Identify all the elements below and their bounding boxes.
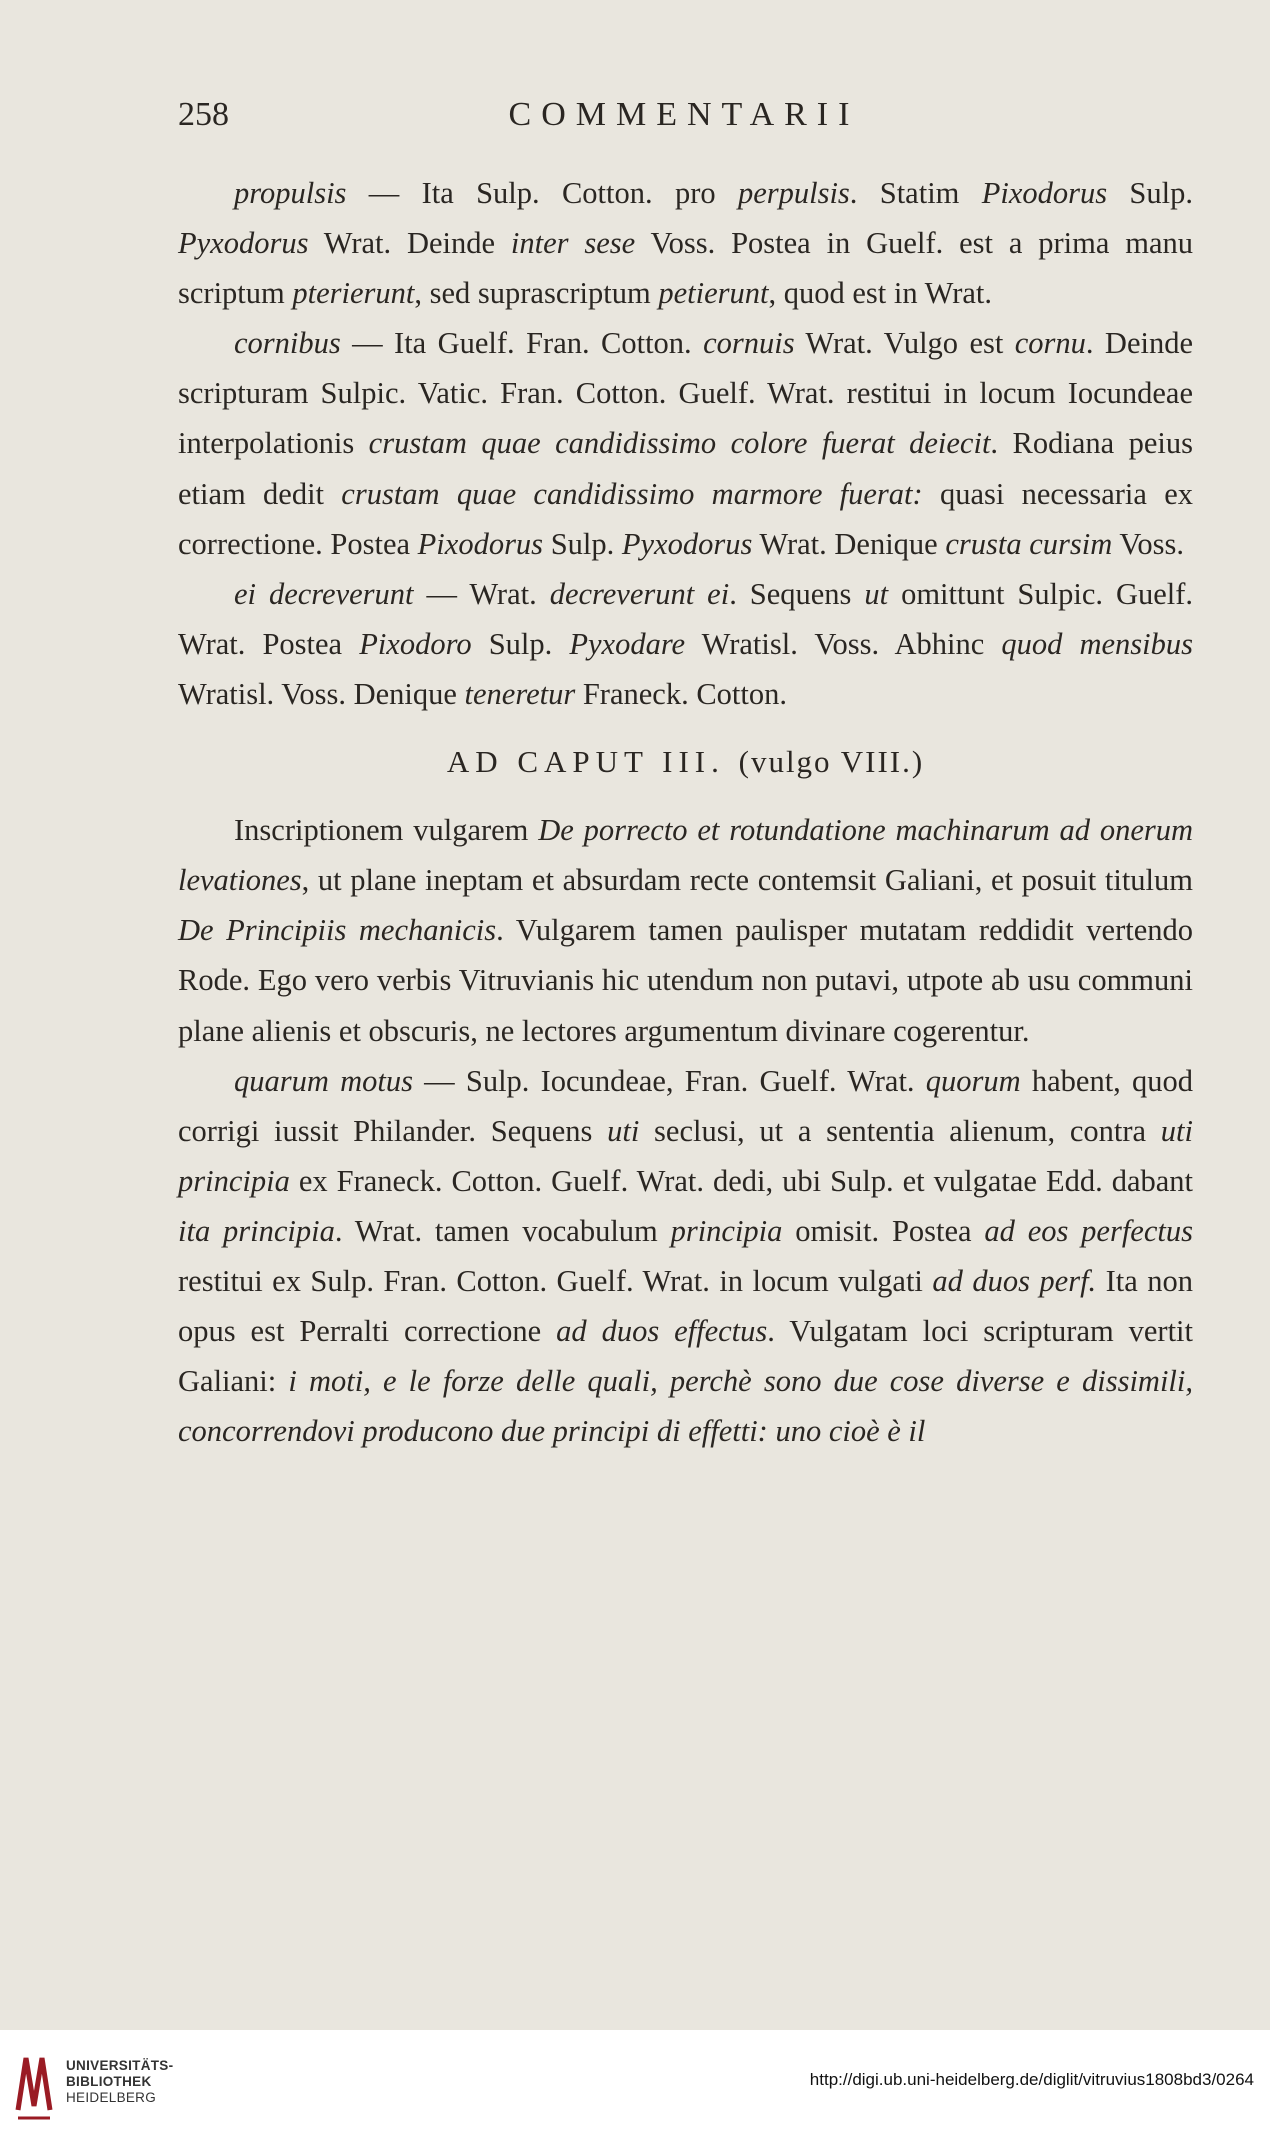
library-logo-icon [14,2048,54,2120]
section-heading: AD CAPUT III. (vulgo VIII.) [446,744,925,780]
main-text [178,168,1193,1456]
running-title: COMMENTARII [508,96,860,133]
source-url-link[interactable]: http://digi.ub.uni-heidelberg.de/diglit/vitruvius1808bd3/0264 [809,2070,1254,2089]
paragraph-quarum-motus: quarum motus — Sulp. Iocundeae, Fran. Guelf. Wrat. quorum habent, quod corrigi iussit Philander. Sequens uti seclusi, ut a sententia alienum, contra uti principia ex Franeck. Cotton. Guelf. Wrat. dedi, ubi Sulp. et vulgatae Edd. dabant ita principia. Wrat. tamen vocabulum principia omisit. Postea ad eos perfectus restitui ex Sulp. Fran. Cotton. Guelf. Wrat. in locum vulgati ad duos perf. Ita non opus est Perralti correctione ad duos effectus. Vulgatam loci scripturam vertit Galiani: i moti, e le forze delle quali, perchè sono due cose diverse e dissimili, concorrendovi producono due principi di effetti: uno cioè è il [178,1063,1194,1449]
page-header [178,96,1190,146]
page-number: 258 [178,96,229,133]
paragraph-cornibus: cornibus — Ita Guelf. Fran. Cotton. cornuis Wrat. Vulgo est cornu. Deinde scripturam Sulpic. Vatic. Fran. Cotton. Guelf. Wrat. restitui in locum Iocundeae interpolationis crustam quae candidissimo colore fuerat deiecit. Rodiana peius etiam dedit crustam quae candidissimo marmore fuerat: quasi necessaria ex correctione. Postea Pixodorus Sulp. Pyxodorus Wrat. Denique crusta cursim Voss. [178,326,1194,561]
library-name: UNIVERSITÄTS- BIBLIOTHEK HEIDELBERG [66,2058,174,2105]
paragraph-inscriptionem: Inscriptionem vulgarem De porrecto et rotundatione machinarum ad onerum levationes, ut plane ineptam et absurdam recte contemsit Galiani, et posuit titulum De Principiis mechanicis. Vulgarem tamen paulisper mutatam reddidit vertendo Rode. Ego vero verbis Vitruvianis hic utendum non putavi, utpote ab usu communi plane alienis et obscuris, ne lectores argumentum divinare cogerentur. [178,813,1194,1048]
paragraph-propulsis: propulsis — Ita Sulp. Cotton. pro perpulsis. Statim Pixodorus Sulp. Pyxodorus Wrat. Deinde inter sese Voss. Postea in Guelf. est a prima manu scriptum pterierunt, sed suprascriptum petierunt, quod est in Wrat. [178,176,1193,311]
paragraph-ei-decreverunt: ei decreverunt — Wrat. decreverunt ei. Sequens ut omittunt Sulpic. Guelf. Wrat. Postea Pixodoro Sulp. Pyxodare Wratisl. Voss. Abhinc quod mensibus Wratisl. Voss. Denique teneretur Franeck. Cotton. [178,576,1194,711]
library-footer [0,2030,1270,2142]
